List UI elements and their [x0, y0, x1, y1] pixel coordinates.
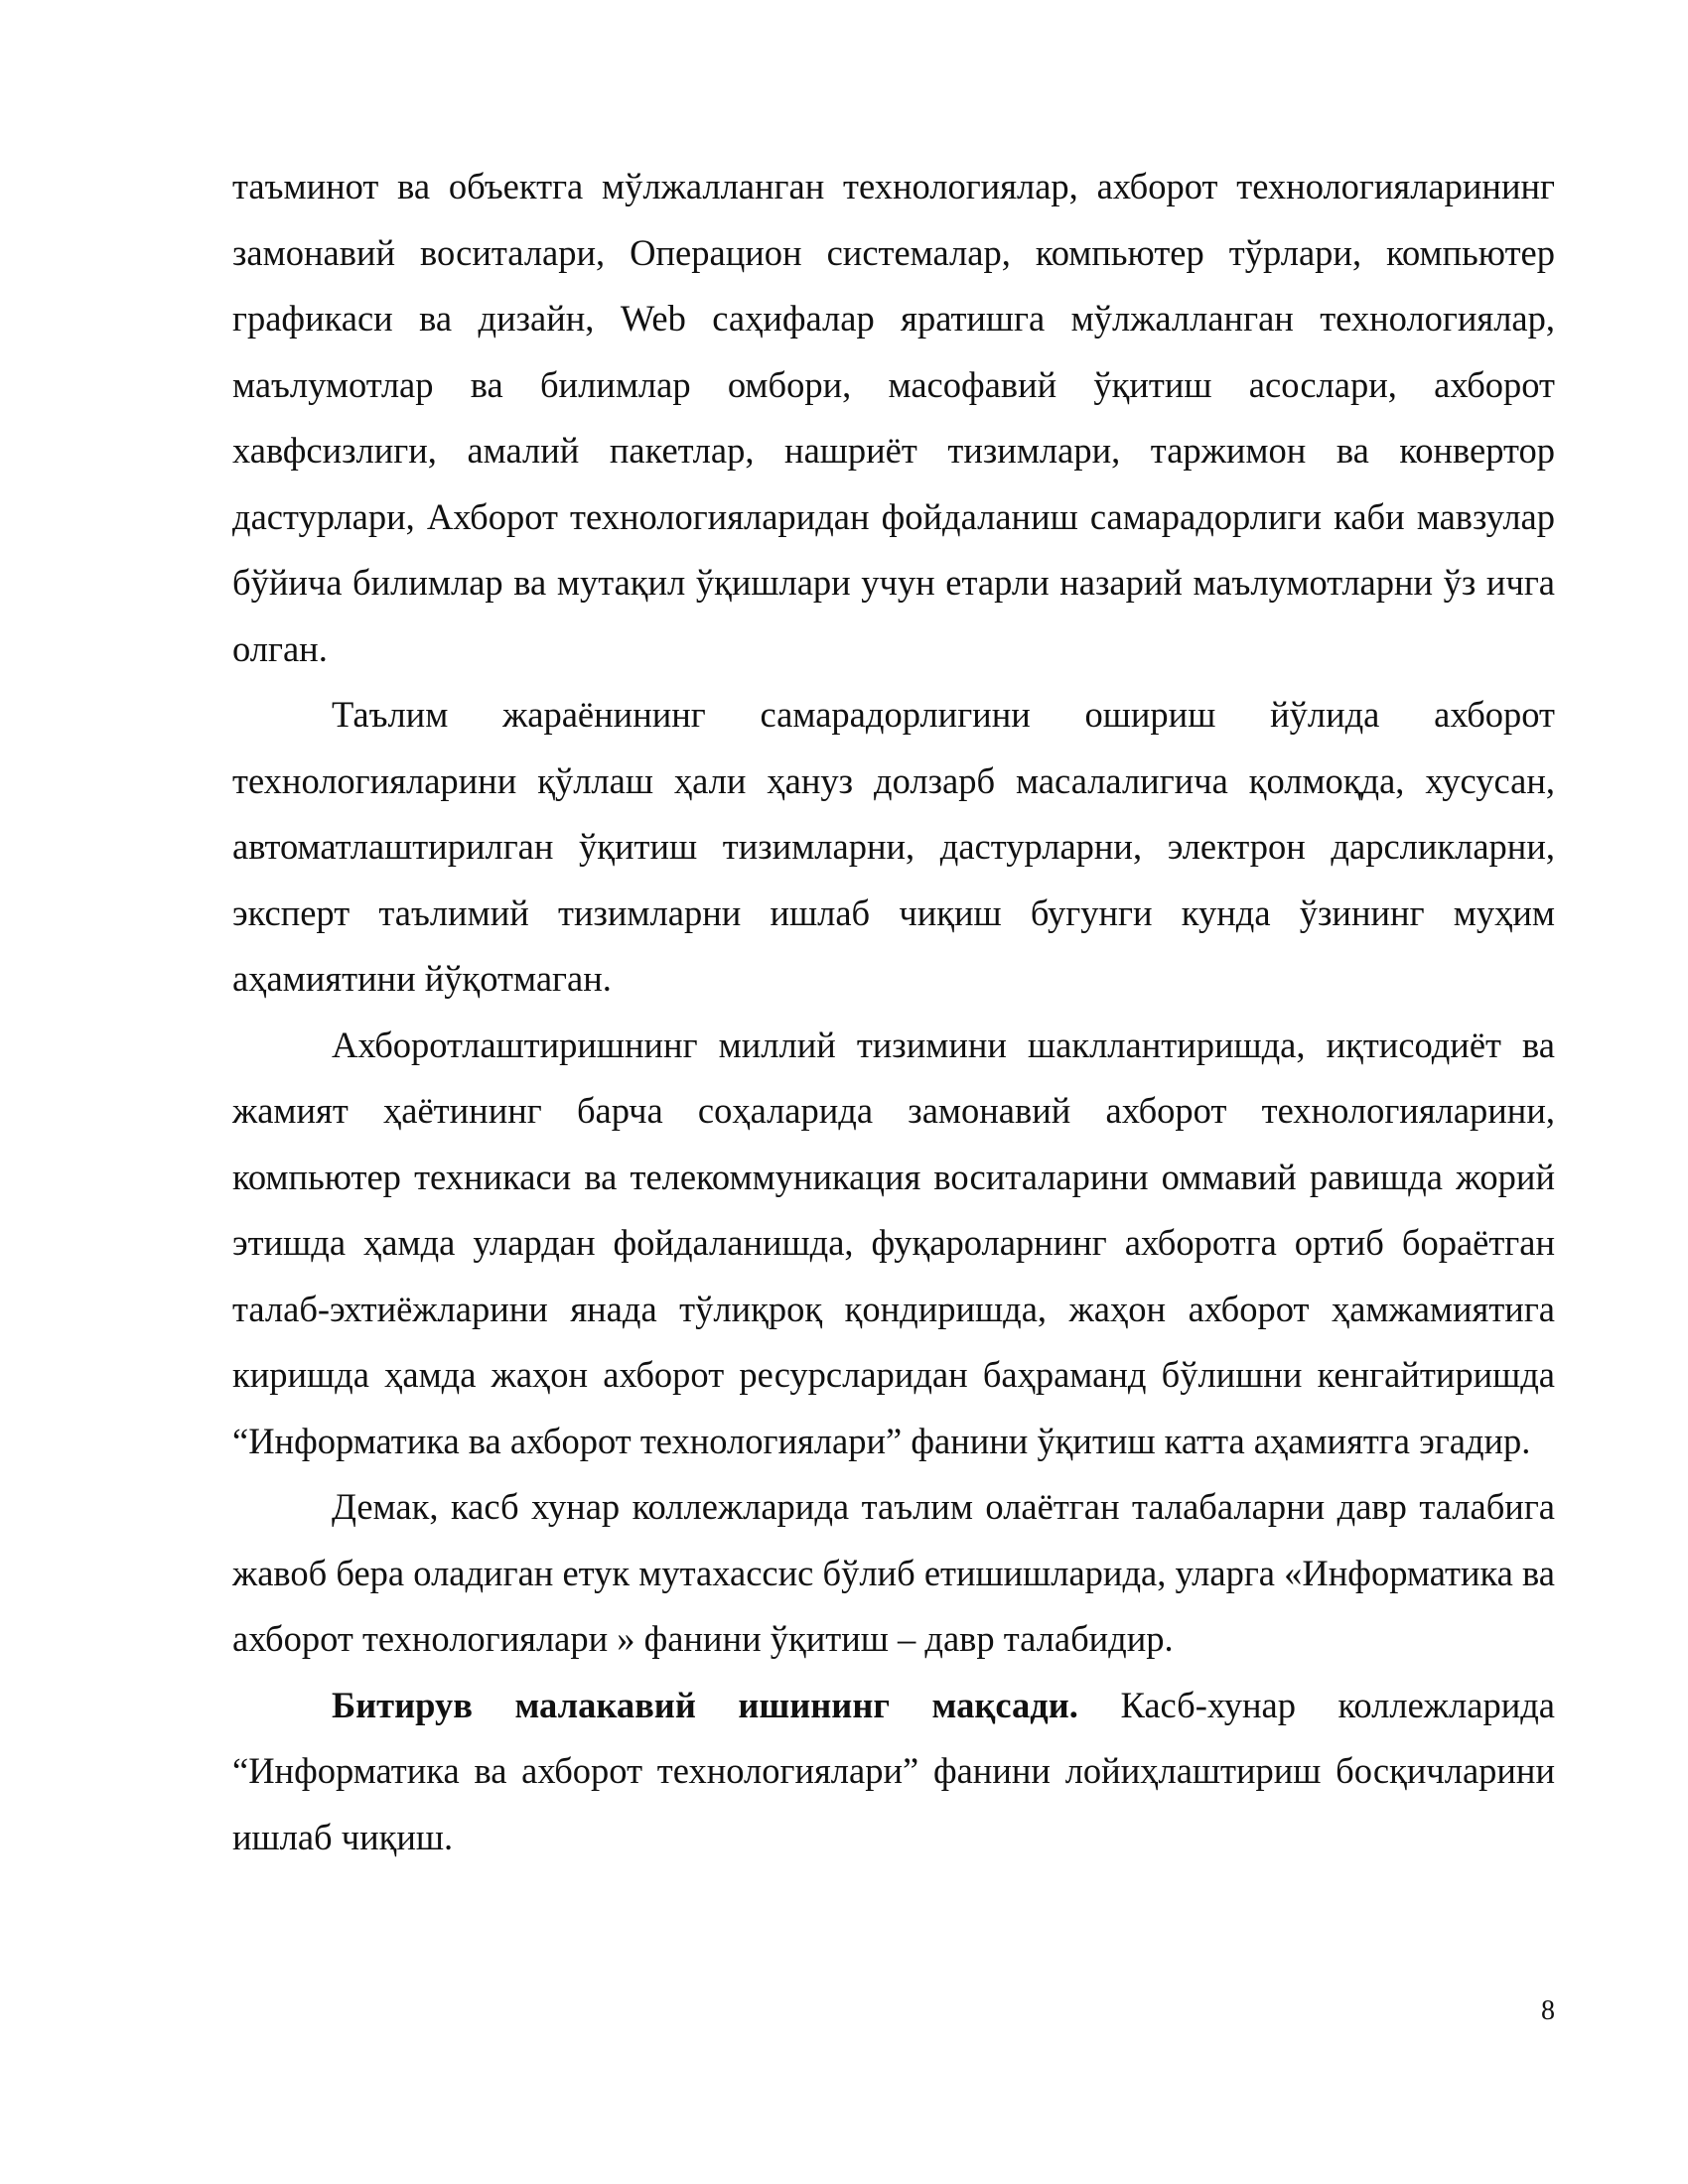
- paragraph-text: Демак, касб хунар коллежларида таълим олаётган талабаларни давр талабига жавоб бера оладиган етук мутахассис бўлиб етишишларида, уларга «Информатика ва ахборот технологиялари » фанини ўқитиш – давр талабидир.: [232, 1486, 1555, 1659]
- body-text: [232, 154, 1555, 1870]
- paragraph-education-process: [232, 682, 1555, 1013]
- page-number: 8: [1541, 1995, 1555, 2026]
- thesis-goal-heading: Битирув малакавий ишининг мақсади.: [332, 1684, 1078, 1725]
- paragraph-text: Касб-хунар коллежларида “Информатика ва ахборот технологиялари” фанини лойиҳлаштириш босқичларини ишлаб чиқиш.: [232, 1684, 1555, 1857]
- paragraph-text: Таълим жараёнининг самарадорлигини ошириш йўлида ахборот технологияларини қўллаш ҳали ҳануз долзарб масалалигича қолмоқда, хусусан, автоматлаштирилган ўқитиш тизимларни, дастурларни, электрон дарсликларни, эксперт таълимий тизимларни ишлаб чиқиш бугунги кунда ўзининг муҳим аҳамиятини йўқотмаган.: [232, 694, 1555, 999]
- paragraph-thesis-goal: [232, 1673, 1555, 1871]
- paragraph-text: Ахборотлаштиришнинг миллий тизимини шакллантиришда, иқтисодиёт ва жамият ҳаётининг барча соҳаларида замонавий ахборот технологияларини, компьютер техникаси ва телекоммуникация воситаларини оммавий равишда жорий этишда ҳамда улардан фойдаланишда, фуқароларнинг ахборотга ортиб бораётган талаб-эхтиёжларини янада тўлиқроқ қондиришда, жаҳон ахборот ҳамжамиятига киришда ҳамда жаҳон ахборот ресурсларидан баҳраманд бўлишни кенгайтиришда “Информатика ва ахборот технологиялари” фанини ўқитиш катта аҳамиятга эгадир.: [232, 1024, 1555, 1461]
- paragraph-informatization: [232, 1013, 1555, 1475]
- paragraph-text: таъминот ва объектга мўлжалланган технологиялар, ахборот технологияларининг замонавий воситалари, Операцион системалар, компьютер тўрлари, компьютер графикаси ва дизайн, Web саҳифалар яратишга мўлжалланган технологиялар, маълумотлар ва билимлар омбори, масофавий ўқитиш асослари, ахборот хавфсизлиги, амалий пакетлар, нашриёт тизимлари, таржимон ва конвертор дастурлари, Ахборот технологияларидан фойдаланиш самарадорлиги каби мавзулар бўйича билимлар ва мутақил ўқишлари учун етарли назарий маълумотларни ўз ичга олган.: [232, 166, 1555, 669]
- paragraph-conclusion: [232, 1474, 1555, 1673]
- paragraph-continuation: [232, 154, 1555, 682]
